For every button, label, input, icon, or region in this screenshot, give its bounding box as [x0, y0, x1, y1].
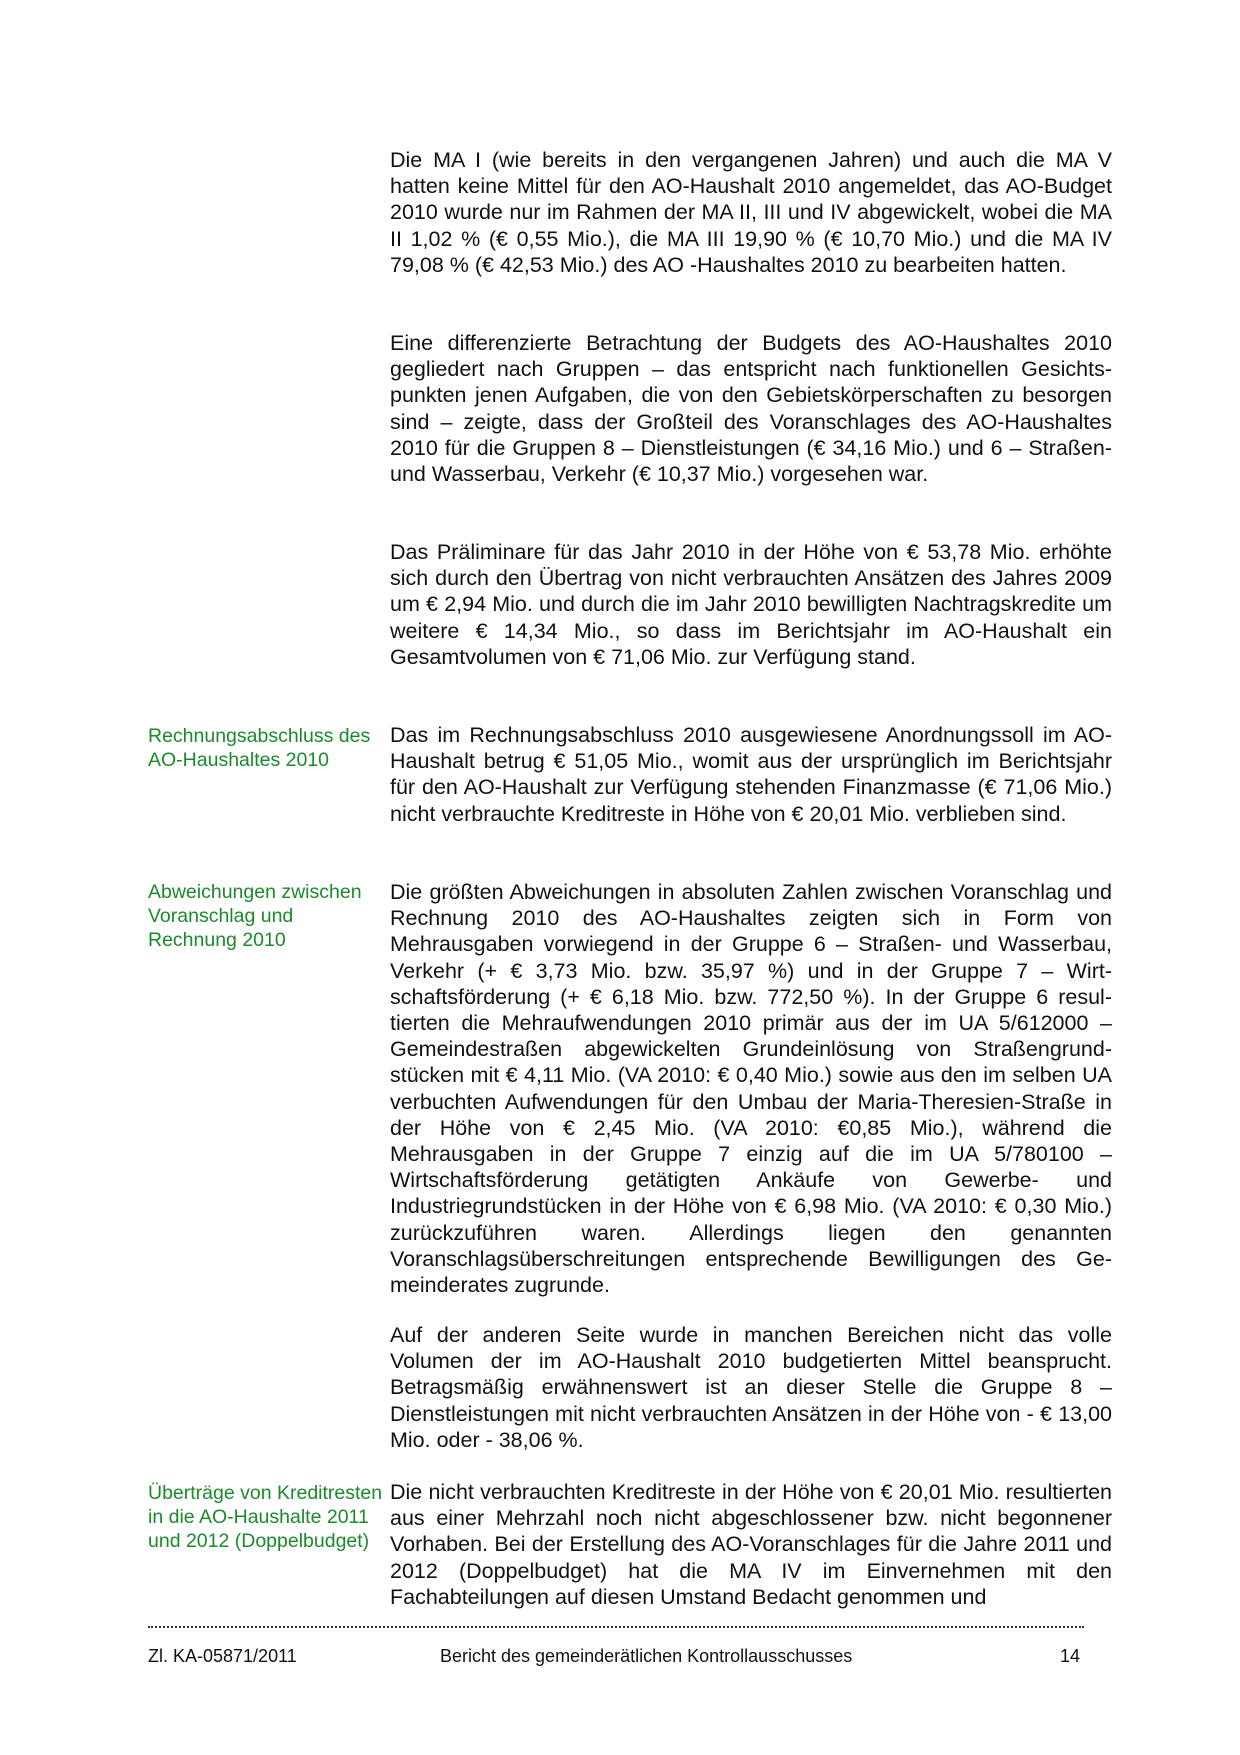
footer-document-id: Zl. KA-05871/2011	[148, 1646, 297, 1666]
paragraph-ma-budget-distribution: Die MA I (wie bereits in den vergangenen Jahren) und auch die MA V hatten keine Mittel für den AO-Haushalt 2010 angemeldet, das AO-Budget 2010 wurde nur im Rahmen der MA II, III und IV abgewickelt, wobei die MA II 1,02 % (€ 0,55 Mio.), die MA III 19,90 % (€ 10,70 Mio.) und die MA IV 79,08 % (€ 42,53 Mio.) des AO -Haushaltes 2010 zu bearbeiten hatten.	[390, 148, 1112, 277]
sidebar-label-uebertraege: Überträge von Kreditresten in die AO-Haushalte 2011 und 2012 (Doppelbudget)	[148, 1482, 383, 1552]
footer-page-number: 14	[1060, 1646, 1081, 1666]
paragraph-kreditreste: Die nicht verbrauchten Kreditreste in der Höhe von € 20,01 Mio. resultierten aus einer Mehrzahl noch nicht abgeschlossener bzw. nicht begonnener Vorhaben. Bei der Erstellung des AO-Voranschlages für die Jahre 2011 und 2012 (Doppelbudget) hat die MA IV im Einvernehmen mit den Fachabteilungen auf diesen Umstand Bedacht genommen und	[390, 1480, 1112, 1609]
paragraph-rechnungsabschluss: Das im Rechnungsabschluss 2010 ausgewiesene Anordnungssoll im AO-Haushalt betrug € 51,05 Mio., womit aus der ursprünglich im Berichtsjahr für den AO-Haushalt zur Verfügung stehenden Finanzmasse (€ 71,06 Mio.) nicht verbrauchte Kreditreste in Höhe von € 20,01 Mio. verblieben sind.	[390, 723, 1112, 826]
footer-dotted-rule	[148, 1626, 1084, 1628]
paragraph-abweichungen: Die größten Abweichungen in absoluten Zahlen zwischen Voranschlag und Rechnung 2010 des AO-Haushaltes zeigten sich in Form von Mehrausgaben vorwiegend in der Gruppe 6 – Straßen- und Wasserbau, Verkehr (+ € 3,73 Mio. bzw. 35,97 %) und in der Gruppe 7 – Wirtschaftsförderung (+ € 6,18 Mio. bzw. 772,50 %). In der Gruppe 6 resultierten die Mehraufwendungen 2010 primär aus der im UA 5/612000 – Gemeindestraßen abgewickelten Grundeinlösung von Straßengrundstücken mit € 4,11 Mio. (VA 2010: € 0,40 Mio.) sowie aus den im selben UA verbuchten Aufwendungen für den Umbau der Maria-Theresien-Straße in der Höhe von € 2,45 Mio. (VA 2010: €0,85 Mio.), während die Mehrausgaben in der Gruppe 7 einzig auf die im UA 5/780100 – Wirtschaftsförderung getätigten Ankäufe von Gewerbe- und Industriegrundstücken in der Höhe von € 6,98 Mio. (VA 2010: € 0,30 Mio.) zurückzuführen waren. Allerdings liegen den genannten Voranschlagsüberschreitungen entsprechende Bewilligungen des Gemeinderates zugrunde.	[390, 880, 1112, 1298]
paragraph-budget-groups: Eine differenzierte Betrachtung der Budgets des AO-Haushaltes 2010 gegliedert nach Gruppen – das entspricht nach funktionellen Gesichtspunkten jenen Aufgaben, die von den Gebietskörperschaften zu besorgen sind – zeigte, dass der Großteil des Voranschlages des AO-Haushaltes 2010 für die Gruppen 8 – Dienstleistungen (€ 34,16 Mio.) und 6 – Straßen- und Wasserbau, Verkehr (€ 10,37 Mio.) vorgesehen war.	[390, 331, 1112, 487]
sidebar-label-abweichungen: Abweichungen zwischen Voranschlag und Rechnung 2010	[148, 881, 362, 951]
paragraph-nicht-beansprucht: Auf der anderen Seite wurde in manchen Bereichen nicht das volle Volumen der im AO-Haushalt 2010 budgetierten Mittel beansprucht. Betragsmäßig erwähnenswert ist an dieser Stelle die Gruppe 8 – Dienstleistungen mit nicht verbrauchten Ansätzen in der Höhe von - € 13,00 Mio. oder - 38,06 %.	[390, 1323, 1112, 1452]
paragraph-praeliminare: Das Präliminare für das Jahr 2010 in der Höhe von € 53,78 Mio. erhöhte sich durch den Übertrag von nicht verbrauchten Ansätzen des Jahres 2009 um € 2,94 Mio. und durch die im Jahr 2010 bewilligten Nachtragskredite um weitere € 14,34 Mio., so dass im Berichtsjahr im AO-Haushalt ein Gesamtvolumen von € 71,06 Mio. zur Verfügung stand.	[390, 540, 1112, 669]
footer-report-title: Bericht des gemeinderätlichen Kontrollausschusses	[440, 1646, 853, 1666]
sidebar-label-rechnungsabschluss: Rechnungsabschluss des AO-Haushaltes 2010	[148, 725, 371, 771]
